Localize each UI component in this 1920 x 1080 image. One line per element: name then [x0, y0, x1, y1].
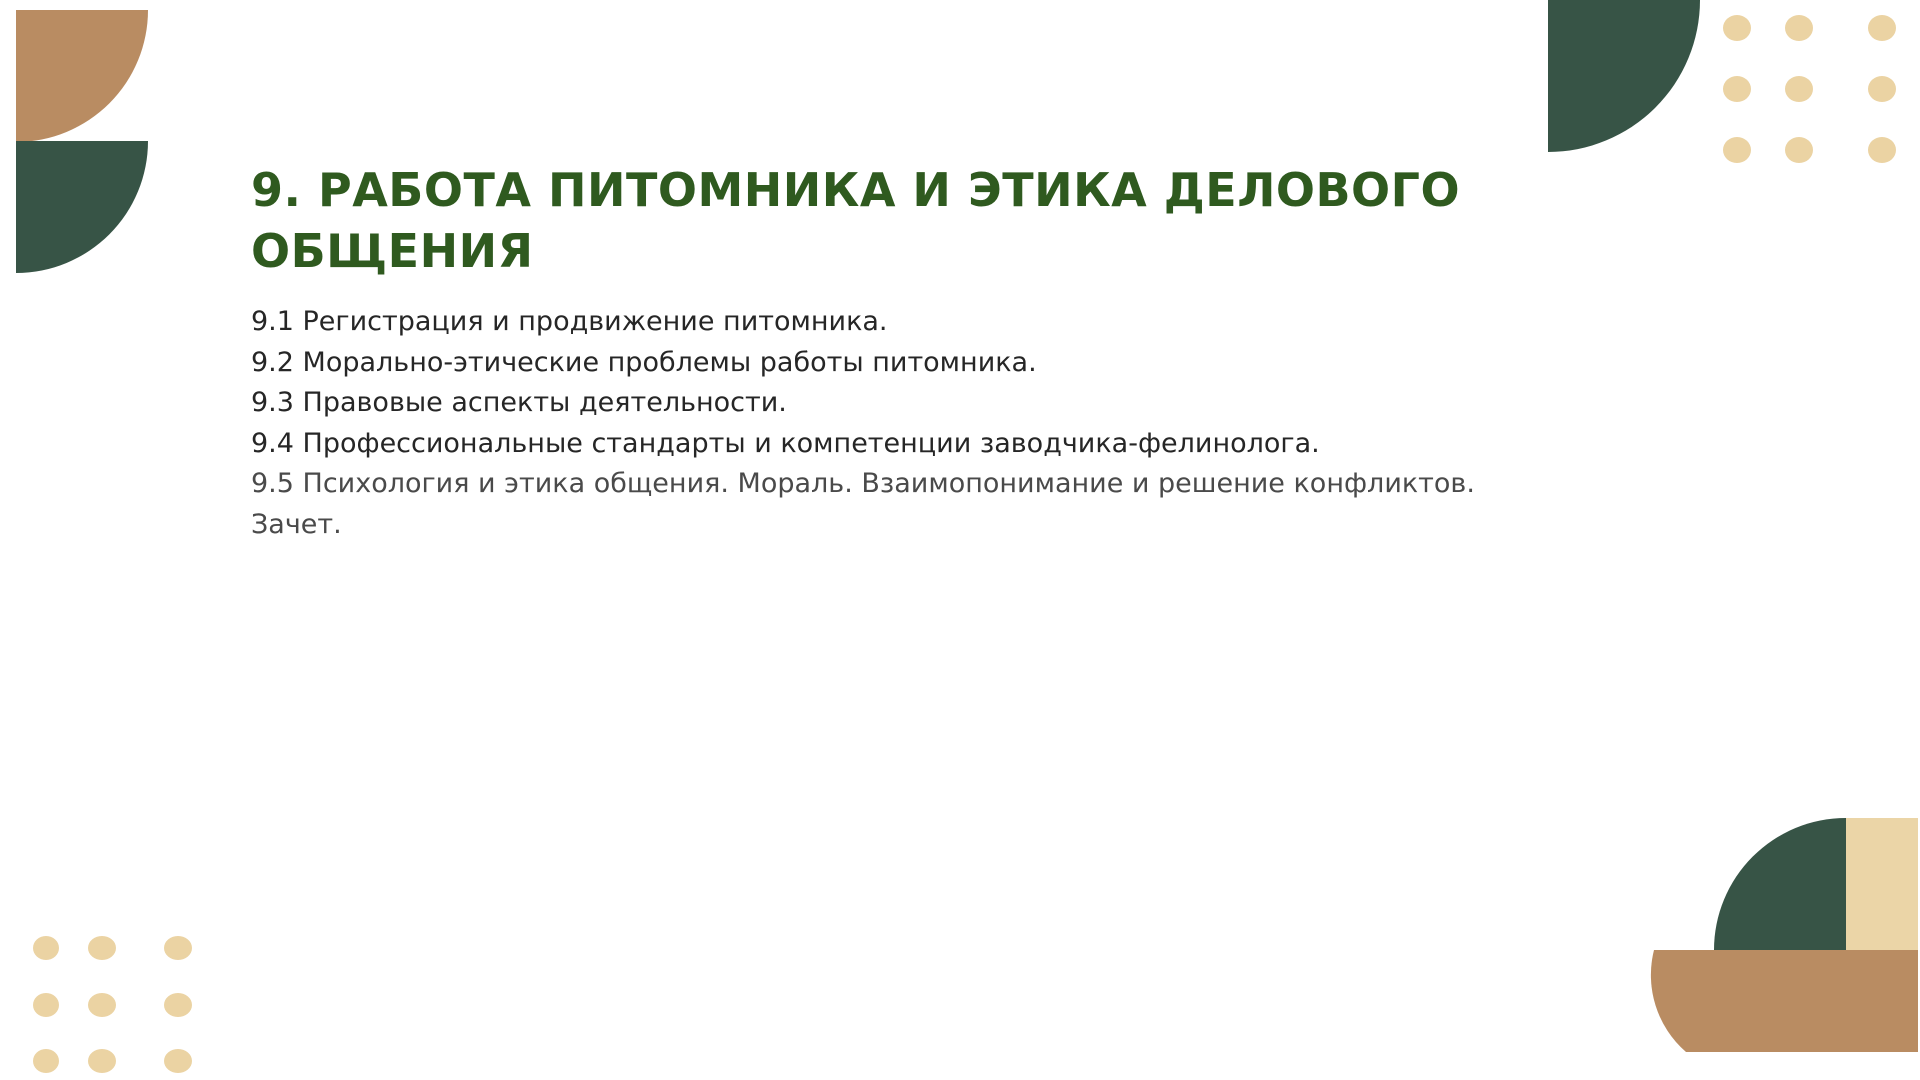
tan-quarter-circle-shape [16, 10, 148, 142]
dot [1868, 137, 1896, 163]
dot [33, 936, 59, 960]
title-line-1: 9. РАБОТА ПИТОМНИКА И ЭТИКА ДЕЛОВОГО [251, 163, 1461, 217]
bottom-left-dot-grid [20, 930, 210, 1080]
dot [1785, 76, 1813, 102]
list-item: 9.3 Правовые аспекты деятельности. [251, 387, 787, 418]
dot [1723, 137, 1751, 163]
list-item: Зачет. [251, 508, 342, 540]
green-quarter-circle-shape [1714, 818, 1846, 950]
dot [1785, 15, 1813, 41]
slide-title [251, 160, 1551, 282]
dot [1723, 76, 1751, 102]
dot [88, 1049, 116, 1073]
top-right-decoration [1540, 0, 1720, 160]
dot [164, 993, 192, 1017]
dot [1723, 15, 1751, 41]
green-quarter-circle-shape [16, 141, 148, 273]
dot [88, 936, 116, 960]
bottom-right-decoration [1640, 810, 1920, 1080]
title-line-2: ОБЩЕНИЯ [251, 224, 534, 278]
list-item: 9.2 Морально-этические проблемы работы питомника. [251, 346, 1037, 378]
list-item: 9.4 Профессиональные стандарты и компетенции заводчика-фелинолога. [251, 427, 1320, 459]
dot [33, 1049, 59, 1073]
list-item: 9.1 Регистрация и продвижение питомника. [251, 306, 888, 337]
dot [88, 993, 116, 1017]
dot [164, 936, 192, 960]
dot [1785, 137, 1813, 163]
dot [1868, 76, 1896, 102]
top-right-dot-grid [1715, 10, 1915, 170]
dot [164, 1049, 192, 1073]
green-quarter-circle-shape [1548, 0, 1700, 152]
list-item: 9.5 Психология и этика общения. Мораль. Взаимопонимание и решение конфликтов. [251, 468, 1475, 499]
dot [33, 993, 59, 1017]
topic-list [251, 302, 1651, 545]
top-left-decoration [0, 0, 160, 280]
cream-rectangle-shape [1846, 818, 1918, 950]
tan-block-shape [1651, 950, 1918, 1052]
dot [1868, 15, 1896, 41]
